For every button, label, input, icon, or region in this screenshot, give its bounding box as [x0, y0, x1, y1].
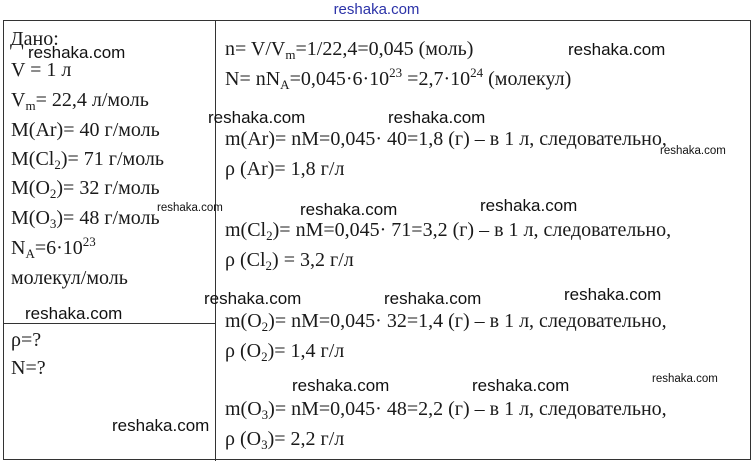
watermark: reshaka.com: [384, 289, 482, 308]
watermark: reshaka.com: [472, 376, 570, 395]
solution-mass-ar: m(Ar)= nM=0,045· 40=1,8 (г) – в 1 л, следовательно,: [225, 128, 667, 150]
watermark: reshaka.com: [25, 304, 123, 323]
solution-amount: $n= V/V_m=1/22,4=0,045$ (моль): [225, 38, 474, 62]
given-header: Дано:: [10, 28, 59, 50]
find-number: N=?: [11, 357, 46, 379]
watermark: reshaka.com: [112, 416, 210, 435]
watermark: reshaka.com: [388, 108, 486, 127]
solution-mass-cl2: $m(Cl_2)= nM=0,045\cdot 71=3,2$ (г) – в 1 л, следовательно,: [225, 219, 672, 243]
watermark: reshaka.com: [292, 376, 390, 395]
watermark: reshaka.com: [652, 373, 718, 385]
solution-density-ar: ρ (Ar)= 1,8 г/л: [225, 158, 345, 180]
solution-density-o3: ρ $(O_3)= 2,2$ г/л: [225, 428, 345, 452]
watermark: reshaka.com: [568, 40, 666, 59]
solution-density-o2: ρ $(O_2)= 1,4$ г/л: [225, 340, 345, 364]
solution-mass-o2: $m(O_2)= nM=0,045\cdot 32=1,4$ (г) – в 1 л, следовательно,: [225, 310, 667, 334]
solution-molecules: $N= nN_A=0,045\cdot 6\cdot 10^{23} =2,7\cdot 10^{24}$ (молекул): [225, 65, 572, 92]
given-m-cl2: $M(Cl_2)= 71$ г/моль: [11, 148, 165, 172]
given-m-ar: M(Ar)= 40 г/моль: [11, 119, 160, 141]
watermark: reshaka.com: [28, 43, 126, 62]
watermark: reshaka.com: [480, 196, 578, 215]
given-cell: [4, 21, 216, 324]
watermark: reshaka.com: [204, 289, 302, 308]
watermark: reshaka.com: [660, 145, 726, 157]
watermark: reshaka.com: [300, 200, 398, 219]
given-volume: V = 1 л: [11, 59, 72, 81]
given-m-o3: $M(O_3)= 48$ г/моль: [11, 207, 160, 231]
solution-mass-o3: $m(O_3)= nM=0,045\cdot 48=2,2$ (г) – в 1 л, следовательно,: [225, 398, 667, 422]
watermark-top: reshaka.com: [333, 1, 420, 18]
solution-density-cl2: ρ $(Cl_2) = 3,2$ г/л: [225, 249, 354, 273]
given-avogadro-unit: молекул/моль: [11, 267, 128, 289]
given-molar-volume: $V_m= 22,4$ л/моль: [11, 89, 149, 113]
watermark: reshaka.com: [157, 202, 223, 214]
given-m-o2: $M(O_2)= 32$ г/моль: [11, 177, 160, 201]
find-cell: [4, 324, 216, 461]
watermark: reshaka.com: [208, 108, 306, 127]
find-density: ρ=?: [11, 329, 42, 351]
watermark: reshaka.com: [564, 285, 662, 304]
given-avogadro: $N_A=6\cdot 10^{23}$: [11, 234, 96, 261]
